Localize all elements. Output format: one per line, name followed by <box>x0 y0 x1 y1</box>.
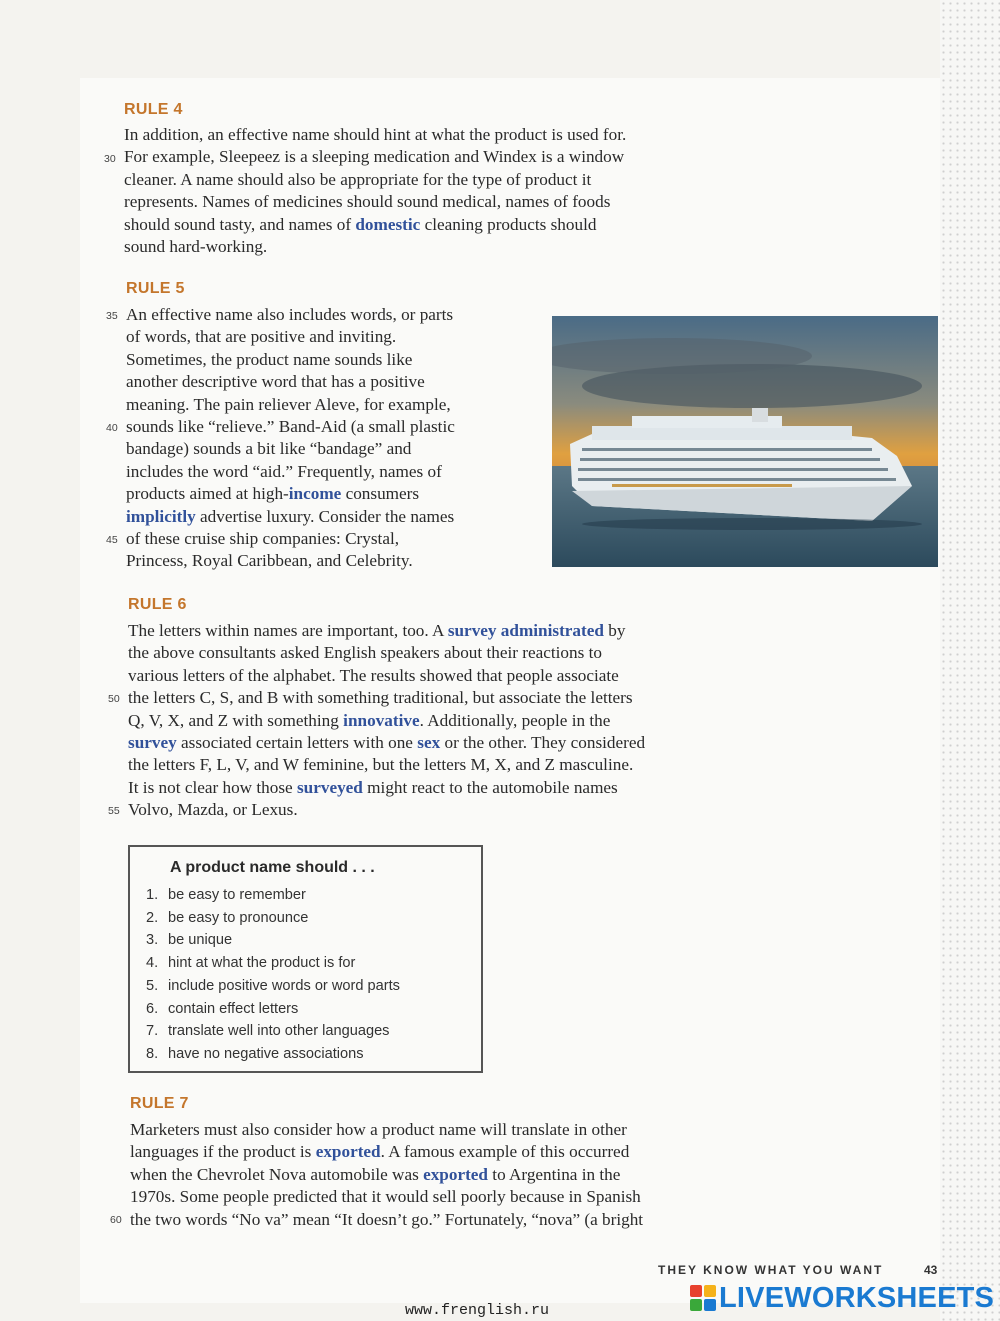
keyword: innovative <box>343 710 420 730</box>
checklist-item <box>146 929 400 952</box>
rule-4-heading: RULE 4 <box>124 101 183 118</box>
checklist-item <box>146 1043 400 1066</box>
text-line: of these cruise ship companies: Crystal, <box>126 529 400 549</box>
keyword: survey <box>128 733 177 753</box>
text-line: Marketers must also consider how a product name will translate in other <box>130 1120 627 1139</box>
checklist-item-text: translate well into other languages <box>168 1023 390 1040</box>
keyword: sex <box>417 733 441 753</box>
checklist-item <box>146 952 400 975</box>
text-line: An effective name also includes words, or parts <box>126 305 454 324</box>
text-line: Princess, Royal Caribbean, and Celebrity. <box>126 551 413 571</box>
checklist-item-number: 3. <box>146 932 159 949</box>
text-line: products aimed at high-income consumers <box>126 484 420 504</box>
text-line: represents. Names of medicines should sound medical, names of foods <box>124 192 611 212</box>
liveworksheets-watermark <box>690 1281 994 1315</box>
keyword: exported <box>315 1142 381 1162</box>
text-line: survey associated certain letters with one sex or the other. They considered <box>128 733 646 753</box>
checklist-item <box>146 884 400 907</box>
text-line: another descriptive word that has a positive <box>126 372 425 392</box>
product-name-checklist-box <box>128 845 483 1073</box>
keyword: domestic <box>355 214 421 234</box>
text-line: the letters F, L, V, and W feminine, but the letters M, X, and Z masculine. <box>128 755 634 775</box>
rule-6-paragraph <box>128 620 645 822</box>
checklist <box>146 884 400 1066</box>
text-line: various letters of the alphabet. The results showed that people associate <box>128 665 619 685</box>
checklist-item-text: be easy to pronounce <box>168 909 309 926</box>
checklist-item <box>146 1020 400 1043</box>
text-line: Sometimes, the product name sounds like <box>126 349 413 369</box>
text-line: Volvo, Mazda, or Lexus. <box>128 800 298 820</box>
checklist-item <box>146 998 400 1021</box>
keyword: implicitly <box>126 506 196 526</box>
rule-6-heading: RULE 6 <box>128 596 187 613</box>
checklist-item-number: 5. <box>146 977 159 994</box>
text-line: meaning. The pain reliever Aleve, for example, <box>126 394 451 414</box>
checklist-item-text: contain effect letters <box>168 1000 299 1017</box>
text-line: In addition, an effective name should hint at what the product is used for. <box>124 125 627 144</box>
checklist-item-text: be unique <box>168 932 233 949</box>
text-line: includes the word “aid.” Frequently, names of <box>126 461 442 481</box>
line-number: 30 <box>104 153 116 165</box>
cruise-ship-photo <box>552 316 938 567</box>
text-line: of words, that are positive and inviting. <box>126 327 397 347</box>
checklist-item-text: hint at what the product is for <box>168 955 356 972</box>
rule-4-paragraph <box>124 124 626 258</box>
text-line: 1970s. Some people predicted that it would sell poorly because in Spanish <box>130 1187 641 1207</box>
liveworksheets-brand: LIVEWORKSHEETS <box>719 1281 995 1314</box>
line-number: 55 <box>108 805 120 817</box>
text-line: the two words “No va” mean “It doesn’t go.” Fortunately, “nova” (a bright <box>130 1209 644 1229</box>
cruise-ship-illustration <box>552 316 938 567</box>
checklist-title: A product name should . . . <box>170 859 375 876</box>
text-line: Q, V, X, and Z with something innovative. Additionally, people in the <box>128 710 611 730</box>
checklist-item-number: 7. <box>146 1023 159 1040</box>
text-line: The letters within names are important, too. A survey administrated by <box>128 621 626 640</box>
text-line: sounds like “relieve.” Band-Aid (a small plastic <box>126 417 455 437</box>
checklist-item-number: 6. <box>146 1000 159 1017</box>
page-number: 43 <box>924 1263 938 1277</box>
checklist-item <box>146 907 400 930</box>
text-line: For example, Sleepeez is a sleeping medication and Windex is a window <box>124 147 625 167</box>
line-number: 50 <box>108 693 120 705</box>
text-line: when the Chevrolet Nova automobile was exported to Argentina in the <box>130 1164 621 1184</box>
keyword: surveyed <box>296 777 363 797</box>
keyword: income <box>288 484 342 504</box>
rule-5-paragraph <box>126 304 455 573</box>
dotted-margin <box>940 0 1000 1321</box>
running-title: THEY KNOW WHAT YOU WANT <box>658 1263 884 1277</box>
checklist-item-number: 4. <box>146 955 159 972</box>
rule-5-heading: RULE 5 <box>126 280 185 297</box>
checklist-item-number: 8. <box>146 1045 159 1062</box>
text-line: sound hard-working. <box>124 237 268 257</box>
text-line: the letters C, S, and B with something traditional, but associate the letters <box>128 688 633 708</box>
checklist-item-text: be easy to remember <box>168 887 306 903</box>
text-line: cleaner. A name should also be appropriate for the type of product it <box>124 169 592 189</box>
checklist-item-number: 2. <box>146 909 159 926</box>
keyword: survey administrated <box>447 621 604 640</box>
line-number: 40 <box>106 422 118 434</box>
text-line: bandage) sounds a bit like “bandage” and <box>126 439 412 459</box>
line-number: 60 <box>110 1214 122 1226</box>
text-line: implicitly advertise luxury. Consider the names <box>126 506 455 526</box>
site-url: www.frenglish.ru <box>405 1302 550 1319</box>
checklist-item-text: include positive words or word parts <box>168 977 400 994</box>
line-number: 45 <box>106 534 118 546</box>
rule-7-paragraph <box>130 1119 643 1231</box>
text-line: languages if the product is exported. A famous example of this occurred <box>130 1142 630 1162</box>
keyword: exported <box>423 1164 488 1184</box>
checklist-item <box>146 975 400 998</box>
text-line: It is not clear how those surveyed might react to the automobile names <box>128 777 618 797</box>
text-line: the above consultants asked English speakers about their reactions to <box>128 643 602 663</box>
checklist-item-number: 1. <box>146 887 159 903</box>
rule-7-heading: RULE 7 <box>130 1095 189 1112</box>
line-number: 35 <box>106 310 118 322</box>
liveworksheets-logo-icon <box>690 1285 716 1311</box>
checklist-item-text: have no negative associations <box>168 1045 364 1062</box>
text-line: should sound tasty, and names of domestic cleaning products should <box>124 214 597 234</box>
